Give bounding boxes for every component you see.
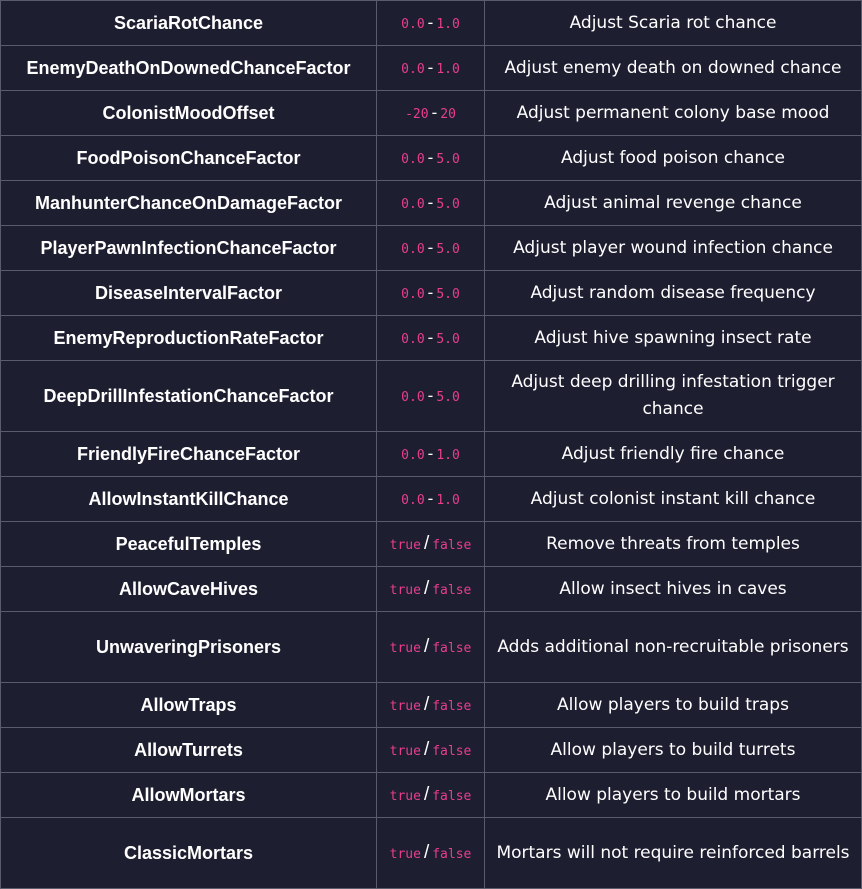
- setting-description: Allow insect hives in caves: [485, 567, 862, 612]
- range-min: true: [389, 744, 421, 759]
- setting-description: Allow players to build traps: [485, 683, 862, 728]
- setting-row: [1, 567, 862, 612]
- range-separator: -: [427, 13, 434, 32]
- setting-name: EnemyReproductionRateFactor: [1, 316, 377, 361]
- setting-name: ScariaRotChance: [1, 1, 377, 46]
- range-separator: /: [423, 784, 430, 805]
- setting-row: [1, 1, 862, 46]
- range-max: 5.0: [436, 390, 460, 405]
- setting-row: [1, 316, 862, 361]
- setting-row: [1, 432, 862, 477]
- setting-description: Allow players to build turrets: [485, 728, 862, 773]
- range-separator: -: [427, 148, 434, 167]
- setting-row: [1, 91, 862, 136]
- setting-description: Adjust animal revenge chance: [485, 181, 862, 226]
- setting-row: [1, 477, 862, 522]
- setting-row: [1, 728, 862, 773]
- setting-row: [1, 46, 862, 91]
- range-min: 0.0: [401, 17, 425, 32]
- range-separator: -: [427, 238, 434, 257]
- setting-range: [377, 136, 485, 181]
- range-max: 1.0: [436, 17, 460, 32]
- setting-range: [377, 567, 485, 612]
- range-min: true: [389, 699, 421, 714]
- setting-description: Adjust colonist instant kill chance: [485, 477, 862, 522]
- setting-range: [377, 226, 485, 271]
- range-max: 5.0: [436, 242, 460, 257]
- setting-range: [377, 432, 485, 477]
- range-max: false: [432, 789, 472, 804]
- range-min: true: [389, 583, 421, 598]
- range-max: 5.0: [436, 152, 460, 167]
- setting-name: AllowInstantKillChance: [1, 477, 377, 522]
- setting-description: Adds additional non-recruitable prisoners: [485, 612, 862, 683]
- range-max: 1.0: [436, 62, 460, 77]
- setting-range: [377, 361, 485, 432]
- range-max: 5.0: [436, 197, 460, 212]
- setting-description: Adjust deep drilling infestation trigger chance: [485, 361, 862, 432]
- range-min: 0.0: [401, 332, 425, 347]
- setting-description: Adjust player wound infection chance: [485, 226, 862, 271]
- setting-name: FriendlyFireChanceFactor: [1, 432, 377, 477]
- setting-range: [377, 316, 485, 361]
- setting-description: Allow players to build mortars: [485, 773, 862, 818]
- setting-range: [377, 683, 485, 728]
- range-separator: /: [423, 842, 430, 863]
- range-min: true: [389, 847, 421, 862]
- setting-description: Adjust Scaria rot chance: [485, 1, 862, 46]
- range-separator: -: [431, 103, 438, 122]
- range-min: -20: [405, 107, 429, 122]
- setting-description: Adjust permanent colony base mood: [485, 91, 862, 136]
- setting-row: [1, 226, 862, 271]
- setting-row: [1, 612, 862, 683]
- range-max: false: [432, 744, 472, 759]
- setting-row: [1, 136, 862, 181]
- setting-row: [1, 818, 862, 889]
- range-max: 20: [440, 107, 456, 122]
- range-separator: /: [423, 694, 430, 715]
- setting-range: [377, 612, 485, 683]
- setting-range: [377, 477, 485, 522]
- range-min: 0.0: [401, 242, 425, 257]
- range-max: false: [432, 699, 472, 714]
- range-separator: -: [427, 444, 434, 463]
- range-min: 0.0: [401, 152, 425, 167]
- setting-range: [377, 271, 485, 316]
- setting-range: [377, 91, 485, 136]
- setting-row: [1, 522, 862, 567]
- range-separator: /: [423, 533, 430, 554]
- setting-row: [1, 683, 862, 728]
- range-min: 0.0: [401, 390, 425, 405]
- range-max: false: [432, 583, 472, 598]
- setting-row: [1, 361, 862, 432]
- range-max: 1.0: [436, 448, 460, 463]
- setting-name: EnemyDeathOnDownedChanceFactor: [1, 46, 377, 91]
- range-min: true: [389, 538, 421, 553]
- setting-description: Mortars will not require reinforced barrels: [485, 818, 862, 889]
- settings-table-body: [1, 1, 862, 889]
- range-separator: /: [423, 636, 430, 657]
- range-separator: -: [427, 328, 434, 347]
- range-min: 0.0: [401, 448, 425, 463]
- setting-description: Adjust random disease frequency: [485, 271, 862, 316]
- range-max: 5.0: [436, 287, 460, 302]
- range-min: 0.0: [401, 197, 425, 212]
- range-separator: /: [423, 578, 430, 599]
- range-separator: -: [427, 193, 434, 212]
- setting-row: [1, 181, 862, 226]
- range-separator: /: [423, 739, 430, 760]
- setting-range: [377, 522, 485, 567]
- setting-name: AllowMortars: [1, 773, 377, 818]
- range-min: true: [389, 641, 421, 656]
- setting-description: Adjust hive spawning insect rate: [485, 316, 862, 361]
- range-separator: -: [427, 58, 434, 77]
- range-max: false: [432, 538, 472, 553]
- setting-description: Adjust food poison chance: [485, 136, 862, 181]
- range-min: 0.0: [401, 493, 425, 508]
- setting-range: [377, 728, 485, 773]
- range-separator: -: [427, 386, 434, 405]
- setting-name: ColonistMoodOffset: [1, 91, 377, 136]
- range-min: 0.0: [401, 287, 425, 302]
- setting-name: PeacefulTemples: [1, 522, 377, 567]
- setting-name: PlayerPawnInfectionChanceFactor: [1, 226, 377, 271]
- setting-range: [377, 46, 485, 91]
- range-max: false: [432, 847, 472, 862]
- setting-name: ClassicMortars: [1, 818, 377, 889]
- setting-name: AllowTurrets: [1, 728, 377, 773]
- range-min: 0.0: [401, 62, 425, 77]
- setting-name: UnwaveringPrisoners: [1, 612, 377, 683]
- setting-name: ManhunterChanceOnDamageFactor: [1, 181, 377, 226]
- setting-range: [377, 773, 485, 818]
- setting-description: Adjust friendly fire chance: [485, 432, 862, 477]
- setting-name: DiseaseIntervalFactor: [1, 271, 377, 316]
- setting-range: [377, 1, 485, 46]
- range-max: 1.0: [436, 493, 460, 508]
- setting-name: AllowCaveHives: [1, 567, 377, 612]
- setting-range: [377, 818, 485, 889]
- range-separator: -: [427, 489, 434, 508]
- range-max: false: [432, 641, 472, 656]
- setting-row: [1, 773, 862, 818]
- setting-description: Remove threats from temples: [485, 522, 862, 567]
- range-max: 5.0: [436, 332, 460, 347]
- setting-name: AllowTraps: [1, 683, 377, 728]
- setting-name: DeepDrillInfestationChanceFactor: [1, 361, 377, 432]
- setting-range: [377, 181, 485, 226]
- setting-row: [1, 271, 862, 316]
- setting-description: Adjust enemy death on downed chance: [485, 46, 862, 91]
- range-min: true: [389, 789, 421, 804]
- setting-name: FoodPoisonChanceFactor: [1, 136, 377, 181]
- range-separator: -: [427, 283, 434, 302]
